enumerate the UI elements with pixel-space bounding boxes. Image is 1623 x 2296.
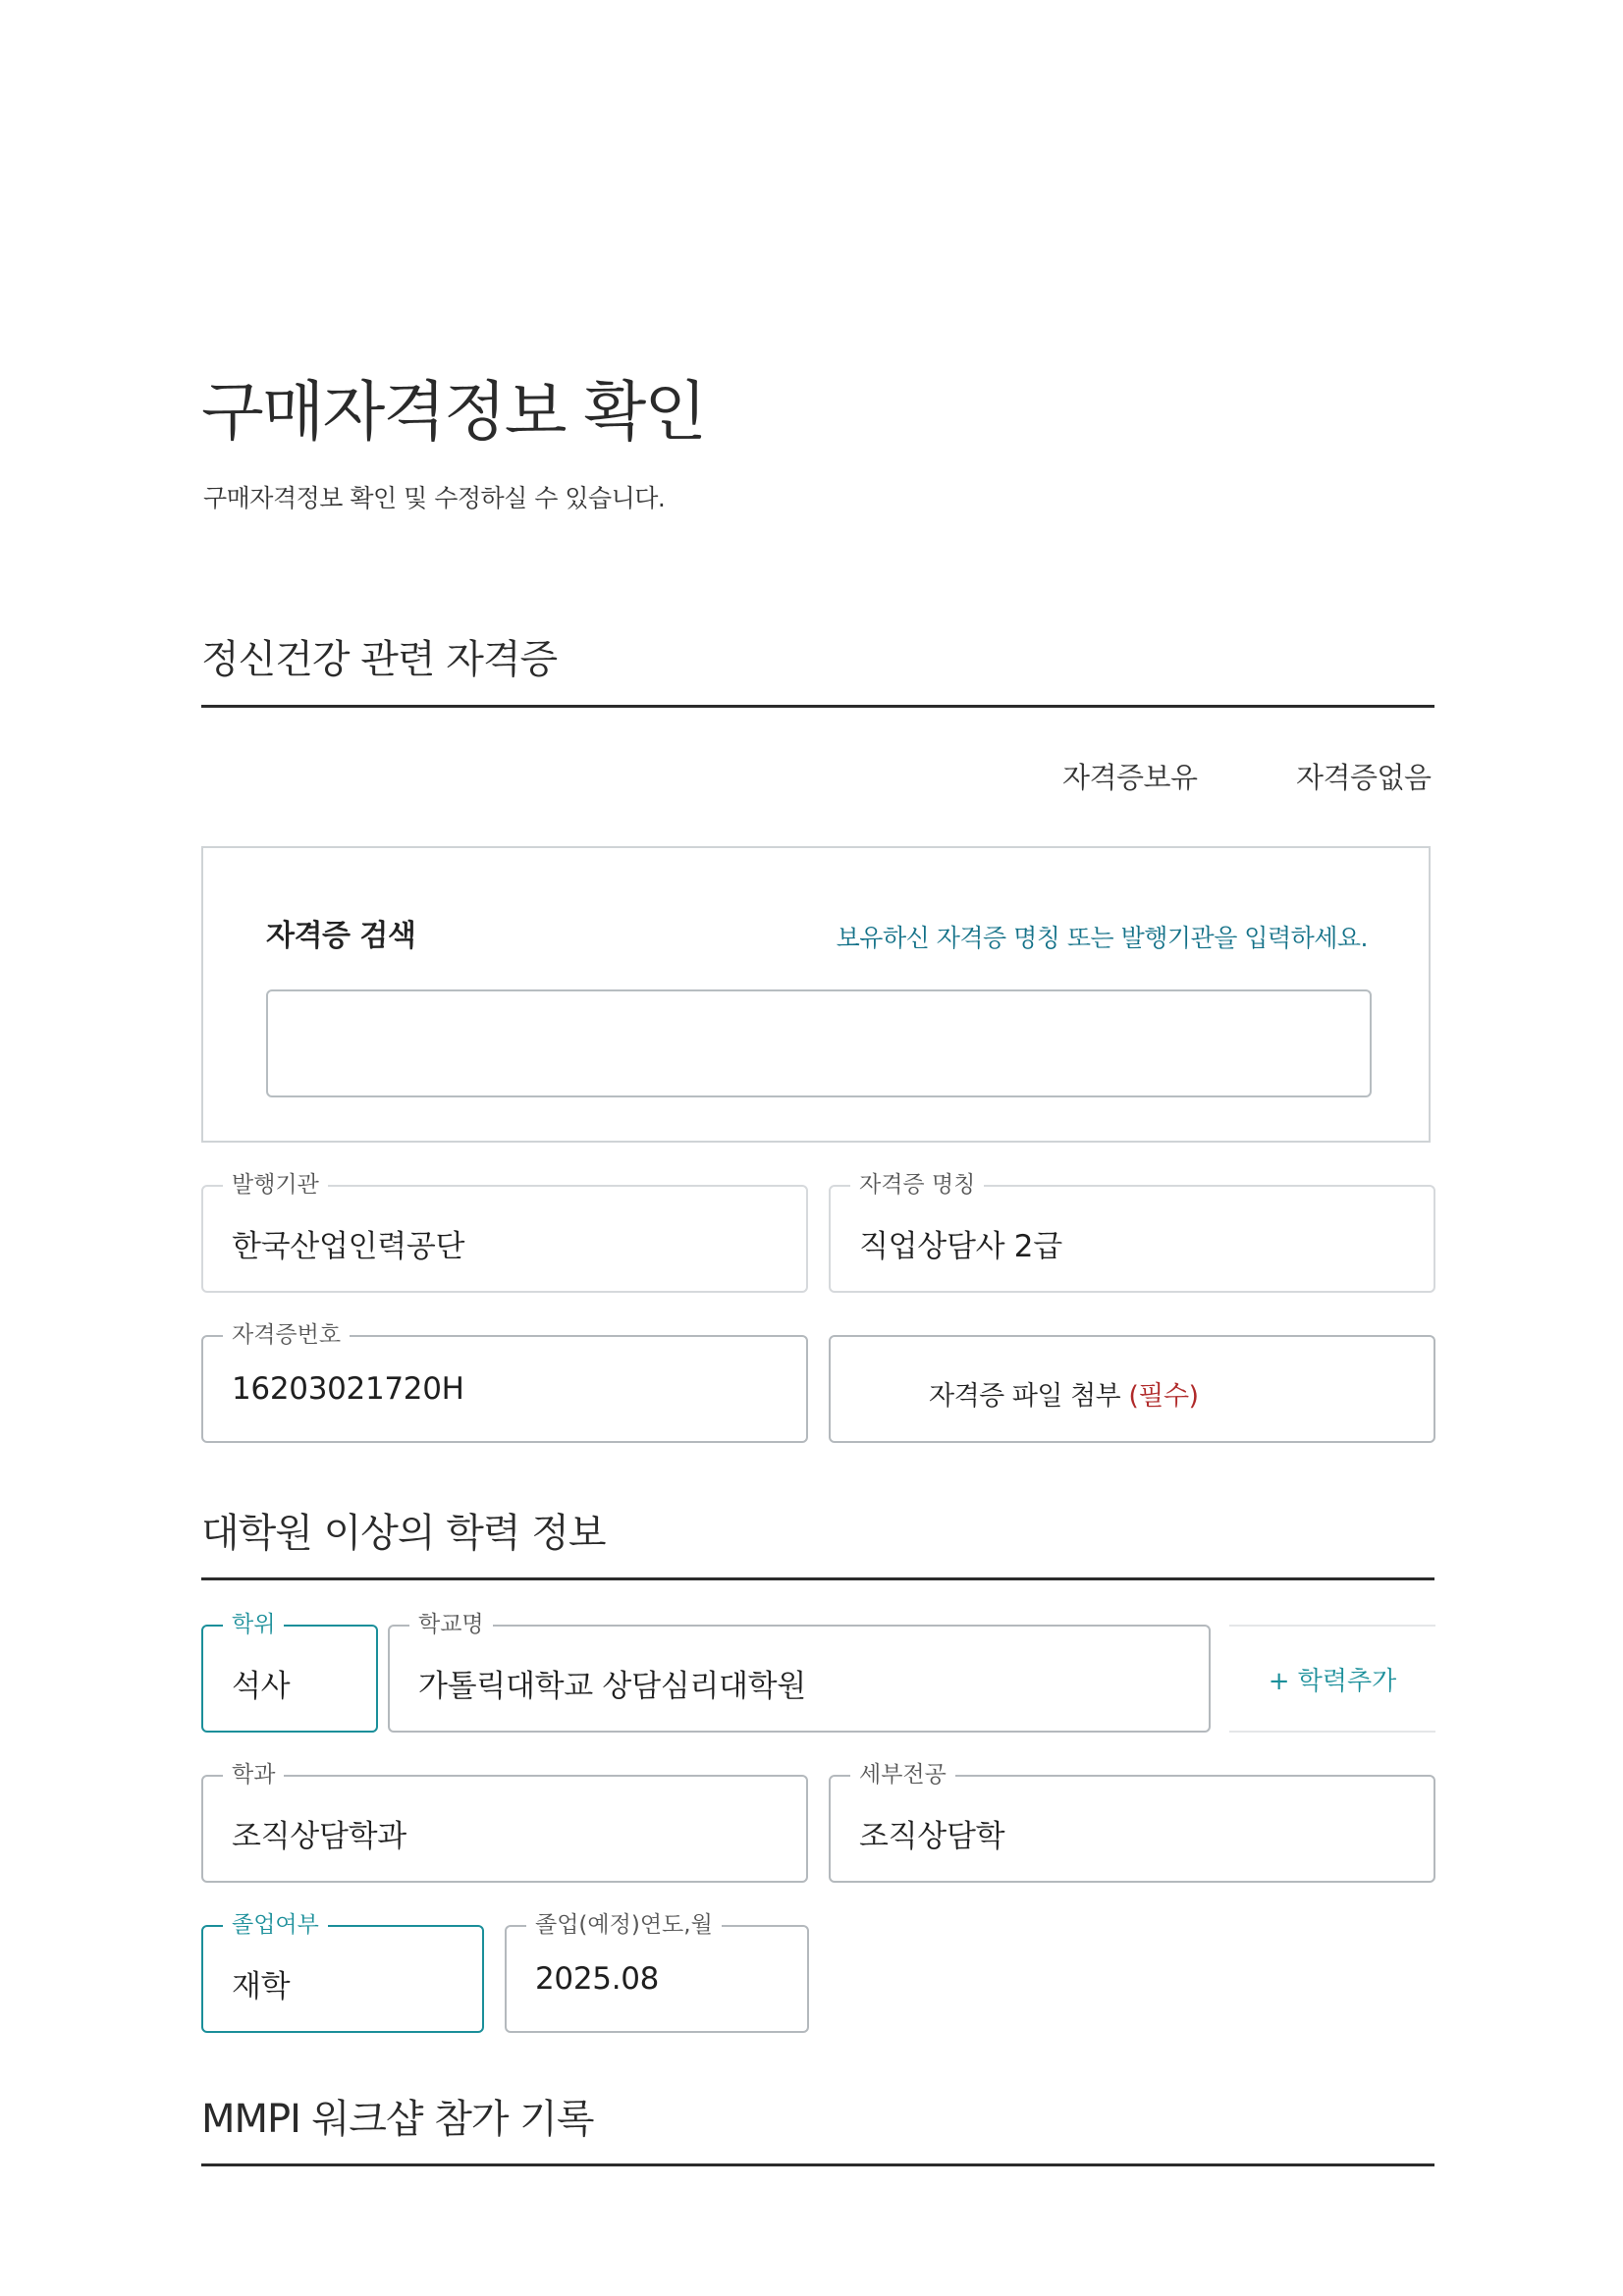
mmpi-section-title: MMPI 워크샵 참가 기록 [201, 2097, 594, 2142]
certificate-none-option[interactable]: 자격증없음 [1296, 761, 1432, 794]
certificate-have-option[interactable]: 자격증보유 [1062, 761, 1198, 794]
certificate-section-title: 정신건강 관련 자격증 [201, 637, 558, 682]
certificate-number-label: 자격증번호 [223, 1320, 350, 1350]
graduation-status-select[interactable] [201, 1912, 484, 2033]
school-name-value: 가톨릭대학교 상담심리대학원 [418, 1669, 806, 1704]
school-name-label: 학교명 [409, 1610, 493, 1639]
certificate-name-label: 자격증 명칭 [850, 1170, 984, 1200]
issuer-label: 발행기관 [223, 1170, 328, 1200]
certificate-number-field[interactable] [201, 1322, 808, 1443]
department-label: 학과 [223, 1760, 284, 1789]
graduation-date-label: 졸업(예정)연도,월 [526, 1910, 722, 1940]
major-field[interactable] [829, 1762, 1435, 1883]
certificate-file-label: 자격증 파일 첨부 (필수) [929, 1381, 1199, 1412]
certificate-name-field[interactable] [829, 1172, 1435, 1293]
degree-value: 석사 [232, 1669, 291, 1704]
graduation-status-value: 재학 [232, 1969, 291, 2004]
degree-select[interactable] [201, 1612, 378, 1733]
certificate-section-divider [201, 705, 1434, 708]
issuer-field[interactable] [201, 1172, 808, 1293]
education-section-title: 대학원 이상의 학력 정보 [201, 1511, 606, 1556]
page-title: 구매자격정보 확인 [201, 374, 706, 450]
certificate-search-input[interactable] [266, 989, 1372, 1097]
required-marker: (필수) [1128, 1381, 1199, 1412]
issuer-value: 한국산업인력공단 [232, 1229, 465, 1264]
mmpi-section-divider [201, 2163, 1434, 2166]
major-value: 조직상담학 [859, 1819, 1005, 1854]
certificate-file-upload-button[interactable] [829, 1335, 1435, 1443]
graduation-date-value: 2025.08 [535, 1961, 660, 1997]
add-education-button[interactable]: + 학력추가 [1229, 1625, 1435, 1733]
department-value: 조직상담학과 [232, 1819, 406, 1854]
certificate-number-value: 16203021720H [232, 1371, 464, 1407]
certificate-search-hint: 보유하신 자격증 명칭 또는 발행기관을 입력하세요. [836, 924, 1368, 952]
degree-label: 학위 [223, 1610, 284, 1639]
page-subtitle: 구매자격정보 확인 및 수정하실 수 있습니다. [203, 484, 666, 512]
certificate-search-panel [201, 846, 1431, 1143]
graduation-status-label: 졸업여부 [223, 1910, 328, 1940]
major-label: 세부전공 [850, 1760, 955, 1789]
certificate-name-value: 직업상담사 2급 [859, 1229, 1062, 1264]
school-name-field[interactable] [388, 1612, 1211, 1733]
certificate-search-label: 자격증 검색 [266, 919, 416, 953]
education-section-divider [201, 1577, 1434, 1580]
department-field[interactable] [201, 1762, 808, 1883]
graduation-date-field[interactable] [505, 1912, 809, 2033]
